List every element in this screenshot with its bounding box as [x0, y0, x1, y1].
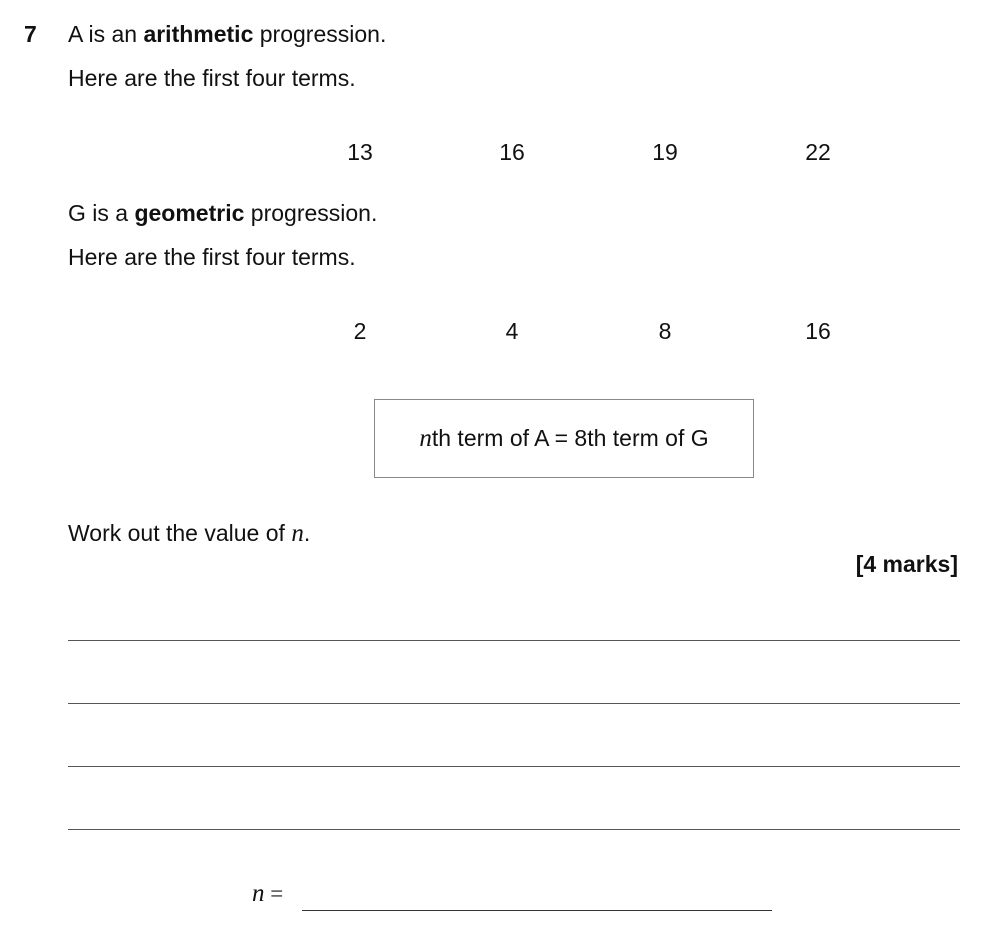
geometric-intro: Here are the first four terms. — [68, 244, 356, 270]
working-line[interactable] — [68, 703, 960, 704]
marks-label: [4 marks] — [855, 551, 958, 577]
answer-label: n = — [252, 880, 284, 907]
geometric-statement: G is a geometric progression. — [68, 200, 378, 226]
answer-line[interactable] — [302, 910, 772, 911]
working-line[interactable] — [68, 640, 960, 641]
geom-term: 8 — [658, 318, 672, 344]
instruction: Work out the value of n. — [68, 520, 311, 547]
arith-term: 16 — [499, 139, 525, 165]
working-line[interactable] — [68, 766, 960, 767]
geom-term: 16 — [805, 318, 831, 344]
geom-term: 4 — [505, 318, 519, 344]
working-line[interactable] — [68, 829, 960, 830]
arithmetic-intro: Here are the first four terms. — [68, 65, 356, 91]
arith-term: 13 — [347, 139, 373, 165]
question-number: 7 — [24, 21, 37, 47]
arith-term: 22 — [805, 139, 831, 165]
condition-box: nth term of A = 8th term of G — [374, 399, 754, 478]
arithmetic-statement: A is an arithmetic progression. — [68, 21, 387, 47]
geom-term: 2 — [353, 318, 367, 344]
arith-term: 19 — [652, 139, 678, 165]
